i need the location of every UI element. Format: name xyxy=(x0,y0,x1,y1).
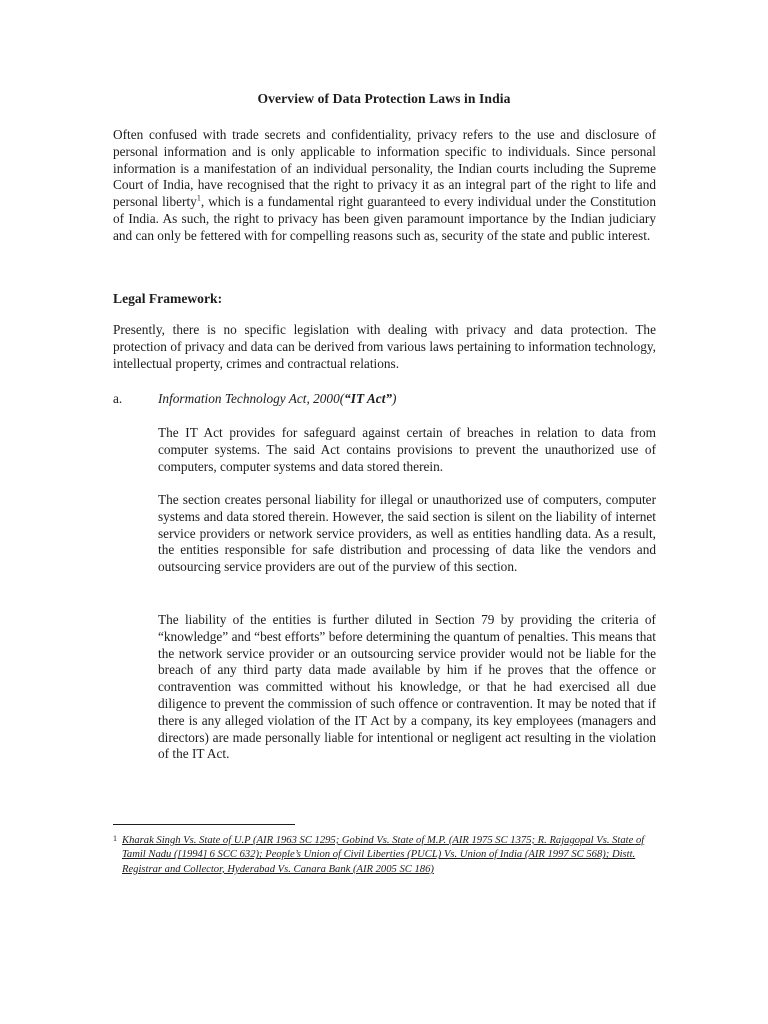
framework-paragraph: Presently, there is no specific legislation with dealing with privacy and data protection. The protection of privacy and data can be derived from various laws pertaining to information technology, intellectual property, crimes and contractual relations. xyxy=(113,322,656,371)
footnote-divider xyxy=(113,824,295,825)
it-act-paragraph: The liability of the entities is further diluted in Section 79 by providing the criteria of “knowledge” and “best efforts” before determining the quantum of penalties. This means that the network service provider or an outsourcing service provider would not be liable for the breach of any third party data made available by him if he proves that the offence or contravention was committed without his knowledge, or that he had exercised all due diligence to prevent the commission of such offence or contravention. It may be noted that if there is any alleged violation of the IT Act by a company, its key employees (managers and directors) are made personally liable for intentional or negligent act resulting in the violation of the IT Act. xyxy=(158,612,656,762)
intro-text: Often confused with trade secrets and confidentiality, privacy refers to the use and disclosure of personal information and is only applicable to information specific to individuals. Since personal information is a manifestation of an individual personality, the Indian courts including the Supreme Court of India, have recognised that the right to privacy it as an integral part of the right to life and personal liberty xyxy=(113,127,656,210)
intro-text-continued: , which is a fundamental right guaranteed to every individual under the Constitution of India. As such, the right to privacy has been given paramount importance by the Indian judiciary and can only be fettered with for compelling reasons such as, security of the state and public interest. xyxy=(113,194,656,243)
list-item-title-suffix: ) xyxy=(392,391,397,406)
footnote-marker: 1 xyxy=(113,834,117,843)
list-marker: a. xyxy=(113,391,123,406)
list-item-title xyxy=(158,391,396,407)
intro-paragraph xyxy=(113,127,656,245)
list-item-title-bold: “IT Act” xyxy=(344,391,393,406)
it-act-paragraph: The IT Act provides for safeguard against certain of breaches in relation to data from computer systems. The said Act contains provisions to prevent the unauthorized use of computers, computer systems and data stored therein. xyxy=(158,425,656,474)
footnote-text: Kharak Singh Vs. State of U.P (AIR 1963 SC 1295; Gobind Vs. State of M.P. (AIR 1975 SC 1375; R. Rajagopal Vs. State of Tamil Nadu ([1994] 6 SCC 632); People’s Union of Civil Liberties (PUCL) Vs. Union of India (AIR 1997 SC 568); Distt. Registrar and Collector, Hyderabad Vs. Canara Bank (AIR 2005 SC 186) xyxy=(122,835,645,875)
footnote-reference[interactable]: 1 xyxy=(196,193,201,203)
section-heading: Legal Framework: xyxy=(113,291,223,306)
it-act-paragraph: The section creates personal liability for illegal or unauthorized use of computers, computer systems and data stored therein. However, the said section is silent on the liability of internet service providers or network service providers, as well as entities handling data. As a result, the entities responsible for safe distribution and processing of data like the vendors and outsourcing service providers are out of the purview of this section. xyxy=(158,492,656,575)
list-item-title-prefix: Information Technology Act, 2000( xyxy=(158,391,345,406)
footnote xyxy=(113,834,656,877)
page-title: Overview of Data Protection Laws in India xyxy=(257,91,511,106)
